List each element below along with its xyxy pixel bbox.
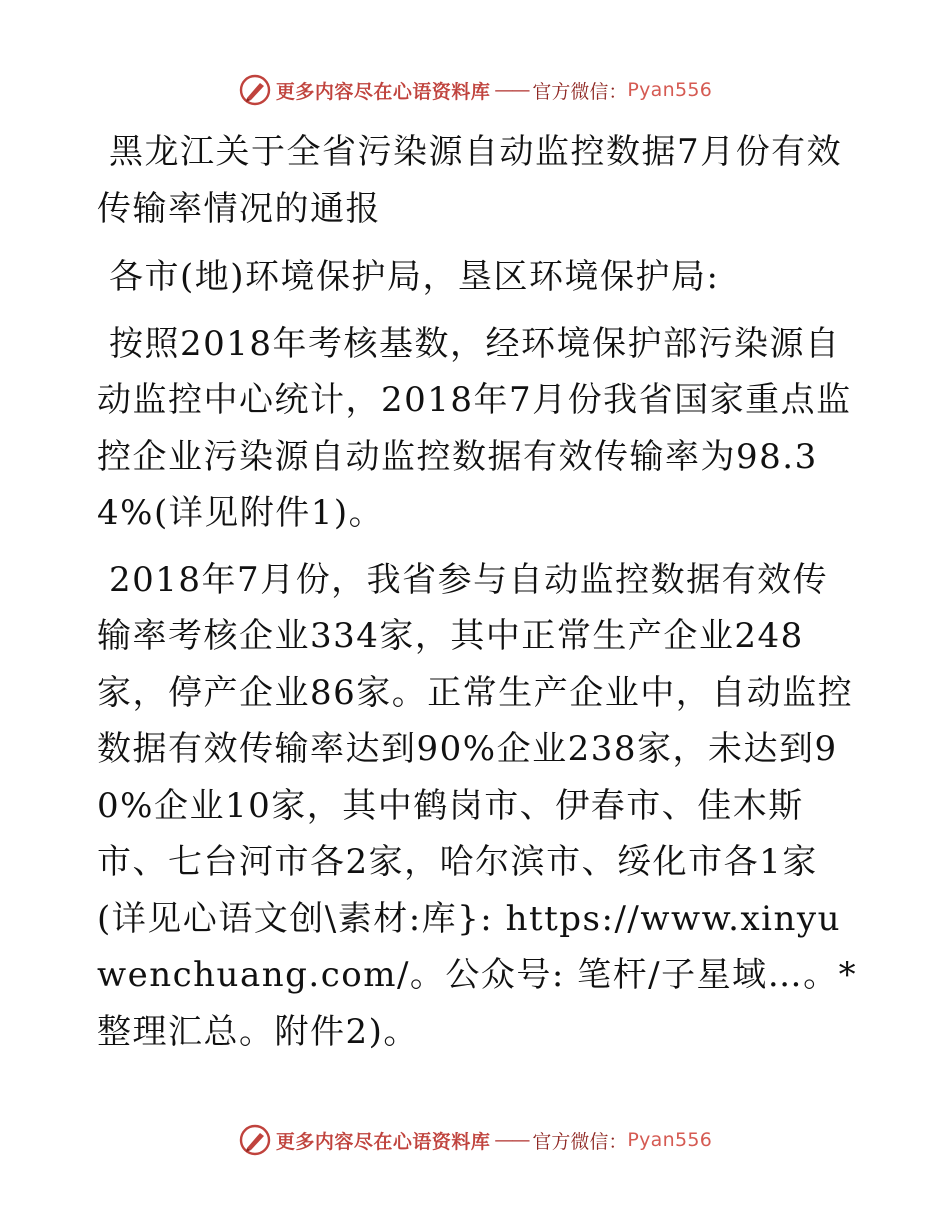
- paragraph-1: 按照2018年考核基数，经环境保护部污染源自动监控中心统计，2018年7月份我省国家重点监控企业污染源自动监控数据有效传输率为98.34%(详见附件1)。: [97, 323, 852, 533]
- banner-main-text: 更多内容尽在心语资料库: [275, 1130, 491, 1153]
- salutation: 各市(地)环境保护局，垦区环境保护局:: [109, 257, 720, 297]
- header-banner: [0, 70, 950, 110]
- banner-main-text: 更多内容尽在心语资料库: [275, 80, 491, 103]
- banner-wechat-label: 官方微信：: [532, 80, 628, 103]
- document-title: 黑龙江关于全省污染源自动监控数据7月份有效传输率情况的通报: [97, 132, 843, 229]
- banner-dash: ——: [494, 79, 529, 101]
- banner-dash: ——: [494, 1129, 529, 1151]
- paragraph-2: 2018年7月份，我省参与自动监控数据有效传输率考核企业334家，其中正常生产企业248家，停产企业86家。正常生产企业中，自动监控数据有效传输率达到90%企业238家，未达到90%企业10家，其中鹤岗市、伊春市、佳木斯市、七台河市各2家，哈尔滨市、绥化市各1家(详见心语文创\素材:库}: https://www.xinyuwenchuang.com/。公众号: 笔杆/子星域…。*整理汇总。附件2)。: [97, 559, 858, 1052]
- document-body: [97, 124, 862, 1070]
- banner-wechat-id: Pyan556: [627, 79, 713, 101]
- pen-logo-icon: [238, 73, 272, 107]
- banner-wechat-id: Pyan556: [627, 1129, 713, 1151]
- pen-logo-icon: [238, 1123, 272, 1157]
- footer-banner: [0, 1120, 950, 1160]
- banner-wechat-label: 官方微信：: [532, 1130, 628, 1153]
